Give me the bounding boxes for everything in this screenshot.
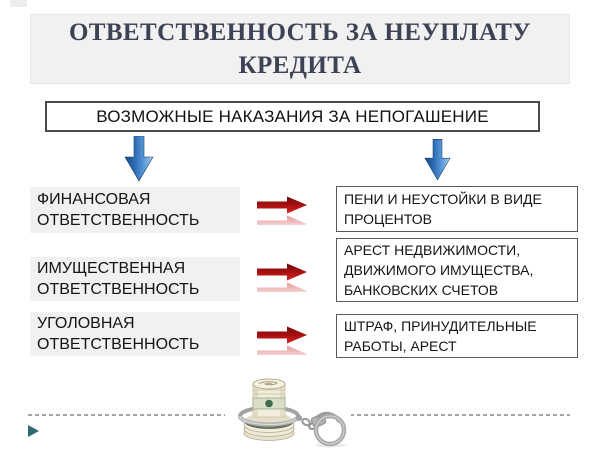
title-box [30,14,570,84]
money-handcuffs-illustration [225,374,351,450]
page-title: ОТВЕТСТВЕННОСТЬ ЗА НЕУПЛАТУ КРЕДИТА [68,19,532,79]
category-label: ИМУЩЕСТВЕННАЯ ОТВЕТСТВЕННОСТЬ [37,260,200,298]
punishment-box-financial [336,186,578,232]
subtitle-text: ВОЗМОЖНЫЕ НАКАЗАНИЯ ЗА НЕПОГАШЕНИЕ [96,106,489,126]
category-box-criminal [30,312,240,356]
right-arrow-icon [257,325,309,355]
top-left-decoration [10,0,27,7]
category-box-financial [30,187,240,233]
punishment-box-criminal [336,314,578,358]
money-handcuffs-image [225,374,351,450]
subtitle-box [45,101,540,132]
right-arrow-icon [257,262,309,292]
punishment-box-property [336,238,578,302]
category-box-property [30,257,240,301]
category-label: УГОЛОВНАЯ ОТВЕТСТВЕННОСТЬ [37,315,200,353]
play-triangle-icon [28,425,39,437]
category-label: ФИНАНСОВАЯ ОТВЕТСТВЕННОСТЬ [37,191,200,229]
right-arrow-icon [257,195,309,225]
punishment-label: АРЕСТ НЕДВИЖИМОСТИ, ДВИЖИМОГО ИМУЩЕСТВА, БАНКОВСКИХ СЧЕТОВ [344,242,534,298]
punishment-label: ПЕНИ И НЕУСТОЙКИ В ВИДЕ ПРОЦЕНТОВ [344,191,542,227]
down-arrow-icon [124,136,154,182]
down-arrow-icon [424,139,451,181]
punishment-label: ШТРАФ, ПРИНУДИТЕЛЬНЫЕ РАБОТЫ, АРЕСТ [344,318,537,354]
